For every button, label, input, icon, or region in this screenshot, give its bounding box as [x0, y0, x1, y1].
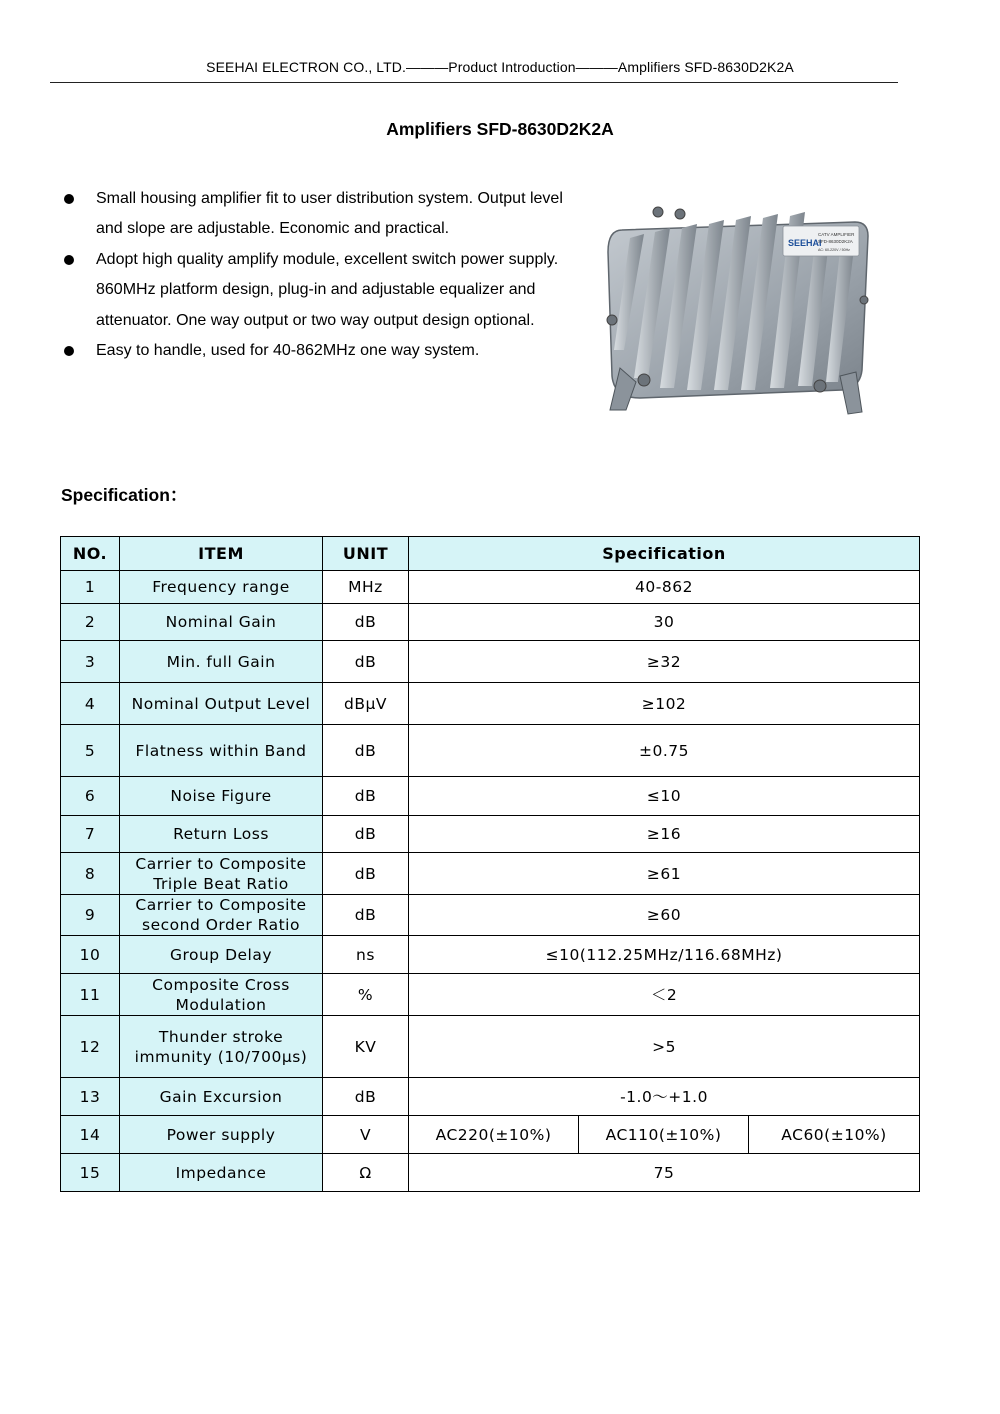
table-row [61, 641, 920, 683]
table-row [61, 1154, 920, 1192]
cell-item: Nominal Output Level [120, 683, 323, 725]
cell-unit: dB [323, 1078, 409, 1116]
cell-unit: KV [323, 1016, 409, 1078]
cell-no: 6 [61, 777, 120, 816]
cell-spec: ±0.75 [409, 725, 920, 777]
product-label-line2: SFD-8630D2K2A [818, 239, 853, 244]
cell-no: 4 [61, 683, 120, 725]
col-header-no: NO. [61, 537, 120, 571]
cell-no: 15 [61, 1154, 120, 1192]
cell-unit: MHz [323, 571, 409, 604]
table-row [61, 1116, 920, 1154]
cell-item: Noise Figure [120, 777, 323, 816]
cell-spec: ≤10 [409, 777, 920, 816]
table-row [61, 683, 920, 725]
cell-no: 14 [61, 1116, 120, 1154]
cell-unit: % [323, 974, 409, 1016]
table-row [61, 895, 920, 936]
page-title: Amplifiers SFD-8630D2K2A [386, 119, 614, 139]
header-divider [50, 82, 898, 83]
cell-unit: dB [323, 725, 409, 777]
table-row [61, 936, 920, 974]
table-row [61, 777, 920, 816]
cell-item: Power supply [120, 1116, 323, 1154]
page-header: SEEHAI ELECTRON CO., LTD.———Product Introduction———Amplifiers SFD-8630D2K2A [206, 59, 794, 75]
cell-unit: dB [323, 604, 409, 641]
cell-item: Return Loss [120, 816, 323, 853]
cell-item: Flatness within Band [120, 725, 323, 777]
col-header-spec: Specification [409, 537, 920, 571]
cell-no: 13 [61, 1078, 120, 1116]
table-row [61, 974, 920, 1016]
cell-unit: dB [323, 641, 409, 683]
cell-item: Gain Excursion [120, 1078, 323, 1116]
table-row [61, 571, 920, 604]
cell-no: 12 [61, 1016, 120, 1078]
feature-text: Adopt high quality amplify module, excellent switch power supply. 860MHz platform design, plug-in and adjustable equalizer and attenuator. One way output or two way output design optional. [96, 250, 559, 329]
cell-item: Min. full Gain [120, 641, 323, 683]
feature-text: Small housing amplifier fit to user distribution system. Output level and slope are adjustable. Economic and practical. [96, 190, 563, 238]
cell-spec: ＜2 [409, 974, 920, 1016]
cell-item: Frequency range [120, 571, 323, 604]
feature-item [62, 184, 582, 245]
cell-spec: 75 [409, 1154, 920, 1192]
cell-no: 1 [61, 571, 120, 604]
cell-no: 3 [61, 641, 120, 683]
cell-no: 2 [61, 604, 120, 641]
cell-spec: ≤10(112.25MHz/116.68MHz) [409, 936, 920, 974]
cell-spec: -1.0～+1.0 [409, 1078, 920, 1116]
feature-item [62, 245, 582, 336]
cell-item: Composite Cross Modulation [120, 974, 323, 1016]
cell-unit: dB [323, 895, 409, 936]
cell-unit: Ω [323, 1154, 409, 1192]
cell-no: 10 [61, 936, 120, 974]
feature-item [62, 336, 582, 366]
product-brand-text: SEEHAI [788, 238, 822, 248]
cell-unit: dB [323, 853, 409, 895]
cell-no: 7 [61, 816, 120, 853]
cell-unit: dBμV [323, 683, 409, 725]
col-header-unit: UNIT [323, 537, 409, 571]
cell-no: 9 [61, 895, 120, 936]
bullet-icon [64, 346, 74, 356]
col-header-item: ITEM [120, 537, 323, 571]
bullet-icon [64, 194, 74, 204]
feature-list [62, 184, 582, 366]
cell-item: Thunder stroke immunity (10/700μs) [120, 1016, 323, 1078]
table-row [61, 1078, 920, 1116]
cell-item: Nominal Gain [120, 604, 323, 641]
cell-item: Group Delay [120, 936, 323, 974]
cell-spec: ≥61 [409, 853, 920, 895]
table-row [61, 604, 920, 641]
cell-spec: ≥32 [409, 641, 920, 683]
table-row [61, 853, 920, 895]
cell-spec-ac110: AC110(±10%) [579, 1116, 749, 1154]
cell-no: 11 [61, 974, 120, 1016]
cell-spec: ≥60 [409, 895, 920, 936]
cell-item: Carrier to Composite second Order Ratio [120, 895, 323, 936]
bullet-icon [64, 255, 74, 265]
table-header-row [61, 537, 920, 571]
cell-unit: dB [323, 816, 409, 853]
cell-spec: ≥16 [409, 816, 920, 853]
cell-spec-ac220: AC220(±10%) [409, 1116, 579, 1154]
cell-no: 5 [61, 725, 120, 777]
cell-unit: V [323, 1116, 409, 1154]
table-row [61, 1016, 920, 1078]
table-row [61, 816, 920, 853]
cell-item: Impedance [120, 1154, 323, 1192]
cell-spec: 40-862 [409, 571, 920, 604]
cell-unit: ns [323, 936, 409, 974]
product-label-line3: AC: 60-220V / 50Hz [818, 248, 850, 252]
cell-spec-ac60: AC60(±10%) [749, 1116, 920, 1154]
cell-unit: dB [323, 777, 409, 816]
cell-spec: 30 [409, 604, 920, 641]
cell-spec: ≥102 [409, 683, 920, 725]
spec-table [60, 536, 920, 1192]
cell-no: 8 [61, 853, 120, 895]
product-label-line1: CATV AMPLIFIER [818, 232, 855, 237]
table-row [61, 725, 920, 777]
cell-item: Carrier to Composite Triple Beat Ratio [120, 853, 323, 895]
cell-spec: >5 [409, 1016, 920, 1078]
amplifier-product-image [600, 200, 875, 422]
feature-text: Easy to handle, used for 40-862MHz one way system. [96, 342, 480, 360]
spec-heading: Specification： [61, 485, 188, 505]
